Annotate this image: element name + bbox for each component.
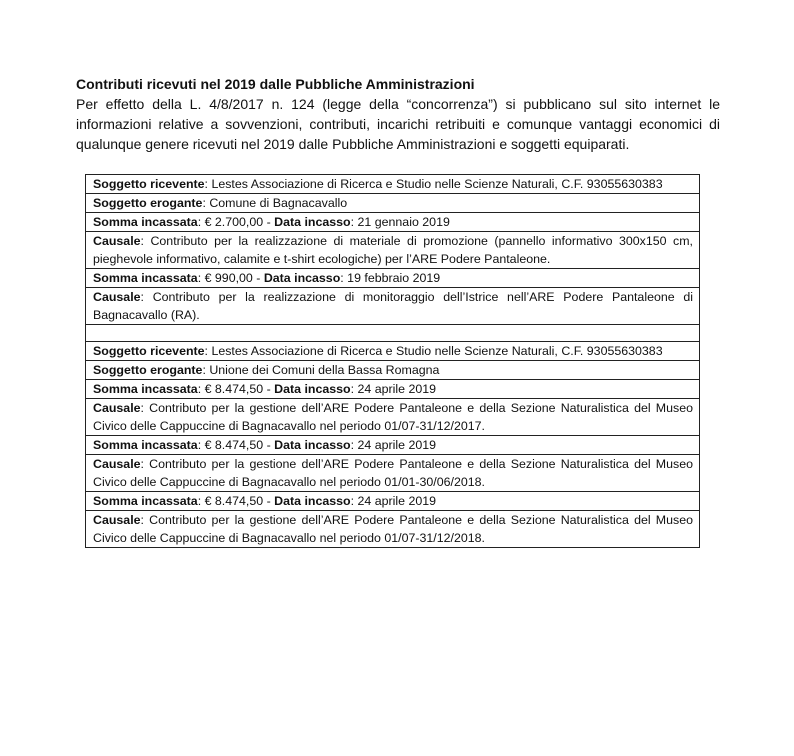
payer-value: Unione dei Comuni della Bassa Romagna [209,363,440,377]
table-row [86,175,700,194]
reason-label: Causale [93,234,141,248]
reason-value: Contributo per la realizzazione di materiale di promozione (pannello informativo 300x150 cm, pieghevole informativo, calamite e t-shirt ecologiche) per l’ARE Podere Pantaleone. [93,234,693,266]
reason-cell: Causale: Contributo per la gestione dell’ARE Podere Pantaleone e della Sezione Naturalistica del Museo Civico delle Cappuccine di Bagnacavallo nel periodo 01/07-31/12/2017. [86,399,700,436]
date-value: 19 febbraio 2019 [347,271,441,285]
amount-cell: Somma incassata: € 8.474,50 - Data incasso: 24 aprile 2019 [86,380,700,399]
reason-value: Contributo per la gestione dell’ARE Podere Pantaleone e della Sezione Naturalistica del Museo Civico delle Cappuccine di Bagnacavallo nel periodo 01/07-31/12/2018. [93,513,693,545]
page-title: Contributi ricevuti nel 2019 dalle Pubbliche Amministrazioni [76,76,475,92]
amount-cell: Somma incassata: € 990,00 - Data incasso: 19 febbraio 2019 [86,269,700,288]
amount-label: Somma incassata [93,438,198,452]
contributions-table [85,174,700,548]
table-row [86,288,700,325]
table-row [86,194,700,213]
amount-cell: Somma incassata: € 8.474,50 - Data incasso: 24 aprile 2019 [86,436,700,455]
reason-label: Causale [93,290,141,304]
amount-label: Somma incassata [93,494,198,508]
table-row-spacer [86,325,700,342]
amount-label: Somma incassata [93,271,198,285]
amount-value: € 8.474,50 [204,382,264,396]
table-row [86,436,700,455]
date-label: Data incasso [274,438,351,452]
reason-cell: Causale: Contributo per la realizzazione di materiale di promozione (pannello informativo 300x150 cm, pieghevole informativo, calamite e t-shirt ecologiche) per l’ARE Podere Pantaleone. [86,232,700,269]
reason-label: Causale [93,457,141,471]
table-row [86,269,700,288]
date-label: Data incasso [263,271,341,285]
payer-label: Soggetto erogante [93,363,203,377]
date-label: Data incasso [274,494,351,508]
payer-value: Comune di Bagnacavallo [209,196,348,210]
payer-cell: Soggetto erogante: Unione dei Comuni della Bassa Romagna [86,361,700,380]
date-label: Data incasso [274,382,351,396]
payer-label: Soggetto erogante [93,196,203,210]
table-row [86,455,700,492]
reason-label: Causale [93,513,141,527]
amount-value: € 990,00 [204,271,253,285]
reason-cell: Causale: Contributo per la gestione dell’ARE Podere Pantaleone e della Sezione Naturalistica del Museo Civico delle Cappuccine di Bagnacavallo nel periodo 01/07-31/12/2018. [86,511,700,548]
date-value: 21 gennaio 2019 [357,215,450,229]
table-row [86,492,700,511]
recipient-label: Soggetto ricevente [93,344,205,358]
reason-label: Causale [93,401,141,415]
table-row [86,511,700,548]
amount-cell: Somma incassata: € 2.700,00 - Data incasso: 21 gennaio 2019 [86,213,700,232]
amount-value: € 2.700,00 [204,215,264,229]
table-row [86,213,700,232]
reason-value: Contributo per la gestione dell’ARE Podere Pantaleone e della Sezione Naturalistica del Museo Civico delle Cappuccine di Bagnacavallo nel periodo 01/01-30/06/2018. [93,457,693,489]
reason-value: Contributo per la gestione dell’ARE Podere Pantaleone e della Sezione Naturalistica del Museo Civico delle Cappuccine di Bagnacavallo nel periodo 01/07-31/12/2017. [93,401,693,433]
amount-value: € 8.474,50 [204,494,264,508]
reason-cell: Causale: Contributo per la gestione dell’ARE Podere Pantaleone e della Sezione Naturalistica del Museo Civico delle Cappuccine di Bagnacavallo nel periodo 01/01-30/06/2018. [86,455,700,492]
amount-cell: Somma incassata: € 8.474,50 - Data incasso: 24 aprile 2019 [86,492,700,511]
date-label: Data incasso [274,215,351,229]
date-value: 24 aprile 2019 [357,438,437,452]
date-value: 24 aprile 2019 [357,494,437,508]
recipient-value: Lestes Associazione di Ricerca e Studio nelle Scienze Naturali, C.F. 93055630383 [211,177,663,191]
amount-label: Somma incassata [93,382,198,396]
spacer-cell [86,325,700,342]
date-value: 24 aprile 2019 [357,382,437,396]
table-row [86,399,700,436]
recipient-cell: Soggetto ricevente: Lestes Associazione di Ricerca e Studio nelle Scienze Naturali, C.F. 93055630383 [86,175,700,194]
recipient-cell: Soggetto ricevente: Lestes Associazione di Ricerca e Studio nelle Scienze Naturali, C.F. 93055630383 [86,342,700,361]
amount-label: Somma incassata [93,215,198,229]
reason-cell: Causale: Contributo per la realizzazione di monitoraggio dell’Istrice nell’ARE Podere Pantaleone di Bagnacavallo (RA). [86,288,700,325]
table-row [86,342,700,361]
table-row [86,380,700,399]
intro-paragraph: Per effetto della L. 4/8/2017 n. 124 (legge della “concorrenza”) si pubblicano sul sito internet le informazioni relative a sovvenzioni, contributi, incarichi retribuiti e comunque vantaggi economici di qualunque genere ricevuti nel 2019 dalle Pubbliche Amministrazioni e soggetti equiparati. [76,96,720,152]
reason-value: Contributo per la realizzazione di monitoraggio dell’Istrice nell’ARE Podere Pantaleone di Bagnacavallo (RA). [93,290,693,322]
recipient-label: Soggetto ricevente [93,177,205,191]
recipient-value: Lestes Associazione di Ricerca e Studio nelle Scienze Naturali, C.F. 93055630383 [211,344,663,358]
payer-cell: Soggetto erogante: Comune di Bagnacavallo [86,194,700,213]
document-header [76,74,720,154]
table-row [86,232,700,269]
table-row [86,361,700,380]
amount-value: € 8.474,50 [204,438,264,452]
